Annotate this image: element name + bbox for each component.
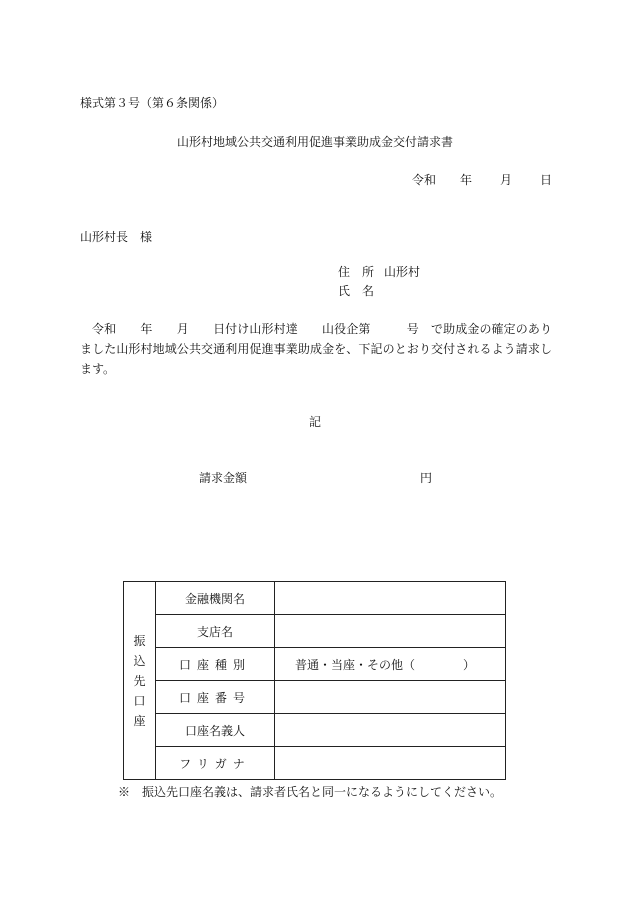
- address-value: 山形村: [384, 265, 421, 279]
- bank-account-table: [123, 581, 506, 780]
- branch-name-field[interactable]: [275, 615, 506, 648]
- account-note: ※ 振込先口座名義は、請求者氏名と同一になるようにしてください。: [118, 785, 503, 799]
- furigana-label: フリガナ: [156, 747, 275, 780]
- table-row: [124, 747, 506, 780]
- side-char: 座: [133, 713, 146, 728]
- account-holder-field[interactable]: [275, 714, 506, 747]
- table-row: [124, 615, 506, 648]
- applicant-address-row: [338, 264, 420, 280]
- branch-name-label: 支店名: [156, 615, 275, 648]
- claim-amount-label: 請求金額: [199, 471, 248, 485]
- bank-side-label: [124, 582, 156, 780]
- side-char: 込: [133, 653, 146, 668]
- furigana-field[interactable]: [275, 747, 506, 780]
- name-label: 氏 名: [338, 284, 375, 298]
- date-year: 年: [460, 173, 473, 187]
- date-era: 令和: [412, 173, 437, 187]
- document-title: 山形村地域公共交通利用促進事業助成金交付請求書: [176, 135, 453, 149]
- table-row: [124, 681, 506, 714]
- request-body-text: 令和 年 月 日付け山形村達 山役企第 号 で助成金の確定のありました山形村地域公共交通利用促進事業助成金を、下記のとおり交付されるよう請求します。: [80, 322, 552, 376]
- account-number-field[interactable]: [275, 681, 506, 714]
- date-day: 日: [540, 173, 553, 187]
- date-line: [412, 172, 552, 188]
- account-number-label: 口座番号: [156, 681, 275, 714]
- yen-unit: 円: [420, 471, 433, 485]
- table-row: [124, 714, 506, 747]
- applicant-name-row: [338, 283, 374, 299]
- table-row: [124, 582, 506, 615]
- table-row: [124, 648, 506, 681]
- account-type-field[interactable]: 普通・当座・その他（ ）: [275, 648, 506, 681]
- date-month: 月: [500, 173, 513, 187]
- address-label: 住 所: [338, 265, 375, 279]
- side-char: 先: [133, 673, 146, 688]
- side-char: 振: [133, 633, 146, 648]
- record-mark: 記: [308, 415, 321, 429]
- bank-name-field[interactable]: [275, 582, 506, 615]
- bank-name-label: 金融機関名: [156, 582, 275, 615]
- account-type-label: 口座種別: [156, 648, 275, 681]
- form-number: 様式第３号（第６条関係）: [80, 96, 225, 110]
- account-holder-label: 口座名義人: [156, 714, 275, 747]
- side-char: 口: [133, 693, 146, 708]
- addressee: 山形村長 様: [80, 230, 153, 244]
